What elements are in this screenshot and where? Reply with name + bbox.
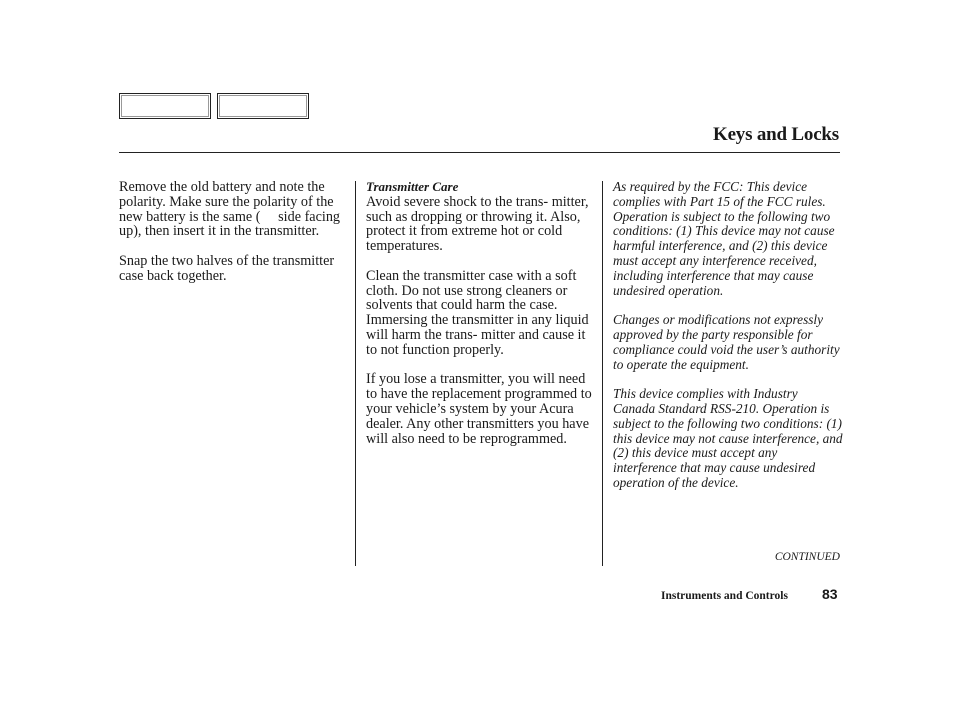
column-left [119, 180, 347, 298]
column-middle [366, 180, 594, 461]
paragraph-clean-case: Clean the transmitter case with a soft cloth. Do not use strong cleaners or solvents that could harm the case. Immersing the transmitter in any liquid will harm the trans- mitter and cause it to not function properly. [366, 267, 589, 358]
footer-section-name: Instruments and Controls [661, 590, 788, 602]
continued-label: CONTINUED [774, 551, 840, 563]
column-divider [355, 181, 356, 566]
paragraph-industry-canada-notice: This device complies with Industry Canada Standard RSS-210. Operation is subject to the following two conditions: (1) this device may not cause interference, and (2) this device must accept any interference that may cause undesired operation of the device. [613, 386, 843, 490]
paragraph-fcc-notice: As required by the FCC: This device complies with Part 15 of the FCC rules. Operation is subject to the following two conditions: (1) This device may not cause harmful interference, and (2) this device must accept any interference received, including interference that may cause undesired operation. [613, 179, 835, 298]
page-title: Keys and Locks [712, 124, 839, 145]
column-right [613, 180, 843, 506]
section-subheading: Transmitter Care [366, 179, 459, 194]
column-divider [602, 181, 603, 566]
paragraph-snap-case: Snap the two halves of the transmitter case back together. [119, 252, 335, 284]
paragraph-battery-replace: Remove the old battery and note the polarity. Make sure the polarity of the new battery is the same ( side facing up), then insert it in the transmitter. [119, 179, 341, 240]
paragraph-modifications-notice: Changes or modifications not expressly approved by the party responsible for compliance could void the user’s authority to operate the equipment. [613, 312, 840, 372]
page-number: 83 [822, 586, 838, 602]
paragraph-lost-transmitter: If you lose a transmitter, you will need to have the replacement programmed to your vehicle’s system by your Acura dealer. Any other transmitters you have will also need to be reprogrammed. [366, 371, 592, 447]
paragraph-avoid-shock: Avoid severe shock to the trans- mitter, such as dropping or throwing it. Also, protect it from extreme hot or cold temperatures. [366, 193, 589, 255]
next-page-button[interactable] [217, 93, 309, 119]
header-divider [119, 152, 840, 153]
previous-page-button[interactable] [119, 93, 211, 119]
